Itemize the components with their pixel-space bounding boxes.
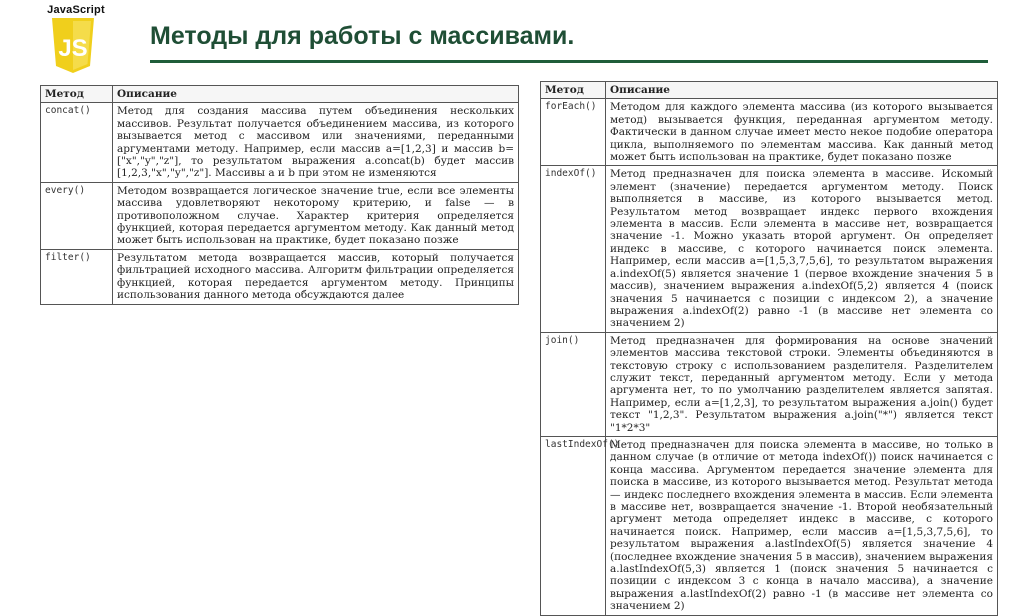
table-row: [541, 99, 998, 166]
title-divider: [150, 60, 988, 63]
table-row: [41, 249, 519, 304]
table-header-row: [41, 86, 519, 103]
method-name: lastIndexOf(): [541, 436, 606, 615]
table-row: [541, 332, 998, 436]
method-description: Методом для каждого элемента массива (из которого вызывается метод) вызывается функция, переданная аргументом методу. Фактически в данном случае имеет место некое подобие оператора цикла, выполняемого по элементам массива. Как данный метод может быть использован на практике, будет показано позже: [606, 99, 998, 166]
logo-label: JavaScript: [47, 4, 105, 16]
method-name: concat(): [41, 103, 113, 182]
table-row: [41, 103, 519, 182]
method-name: indexOf(): [541, 166, 606, 332]
header-method: Метод: [41, 86, 113, 103]
method-name: filter(): [41, 249, 113, 304]
js-shield-icon: [50, 18, 96, 74]
method-name: every(): [41, 182, 113, 249]
right-methods-table: [540, 81, 998, 616]
table-row: [541, 166, 998, 332]
method-description: Методом возвращается логическое значение true, если все элементы массива удовлетворяют некоторому критерию, и false — в противоположном случае. Характер критерия определяется функцией, которая передается аргументом методу. Как данный метод может быть использован на практике, будет показано позже: [113, 182, 519, 249]
javascript-logo: [36, 4, 116, 62]
table-row: [541, 436, 998, 615]
page-title: Методы для работы с массивами.: [150, 22, 575, 50]
method-description: Результатом метода возвращается массив, который получается фильтрацией исходного массива. Алгоритм фильтрации определяется функцией, которая передается аргументом методу. Принципы использования данного метода обсуждаются далее: [113, 249, 519, 304]
table-row: [41, 182, 519, 249]
header-method: Метод: [541, 82, 606, 99]
method-description: Метод предназначен для поиска элемента в массиве. Искомый элемент (значение) передается аргументом методу. Поиск выполняется в массиве, из которого вызывается метод. Результатом метод возвращает индекс первого вхождения элемента в массив. Если элемента в массиве нет, возвращается значение -1. Можно указать второй аргумент. Он определяет индекс в массиве, с которого начинается поиск элемента. Например, если массив a=[1,5,3,7,5,6], то результатом выражения a.indexOf(5) является значение 1 (первое вхождение значения 5 в массив), значением выражения a.indexOf(5,2) является 4 (поиск значения 5 начинается с позиции с индексом 2), а значение выражения a.indexOf(2) равно -1 (в массиве нет элемента со значением 2): [606, 166, 998, 332]
method-description: Метод для создания массива путем объединения нескольких массивов. Результат получается объединением массива, из которого вызывается метод с массивом или значениями, переданными аргументами методу. Например, если массив a=[1,2,3] и массив b=["x","y","z"], то результатом выражения a.concat(b) будет массив [1,2,3,"x","y","z"]. Массивы a и b при этом не изменяются: [113, 103, 519, 182]
method-name: join(): [541, 332, 606, 436]
method-name: forEach(): [541, 99, 606, 166]
table-header-row: [541, 82, 998, 99]
left-methods-table: [40, 85, 519, 305]
method-description: Метод предназначен для поиска элемента в массиве, но только в данном случае (в отличие от метода indexOf()) поиск начинается с конца массива. Аргументом передается значение элемента для поиска в массиве, из которого вызывается метод. Результат метода — индекс последнего вхождения элемента в массив. Если элемента в массиве нет, возвращается значение -1. Второй необязательный аргумент метода определяет индекс в массиве, с которого начинается поиск. Например, если массив a=[1,5,3,7,5,6], то результатом выражения a.lastIndexOf(5) является значение 4 (последнее вхождение значения 5 в массив), значением выражения a.lastIndexOf(5,3) является 1 (поиск значения 5 начинается с позиции с индексом 3 с конца в начало массива), а значение выражения a.lastIndexOf(2) равно -1 (в массиве нет элемента со значением 2): [606, 436, 998, 615]
logo-glyph: JS: [58, 35, 88, 62]
method-description: Метод предназначен для формирования на основе значений элементов массива текстовой строки. Элементы объединяются в текстовую строку с использованием разделителя. Разделителем служит текст, переданный аргументом методу. Если у метода аргумента нет, то по умолчанию разделителем является запятая. Например, если a=[1,2,3], то результатом выражения a.join() будет текст "1,2,3". Результатом выражения a.join("*") является текст "1*2*3": [606, 332, 998, 436]
header-description: Описание: [606, 82, 998, 99]
header-description: Описание: [113, 86, 519, 103]
